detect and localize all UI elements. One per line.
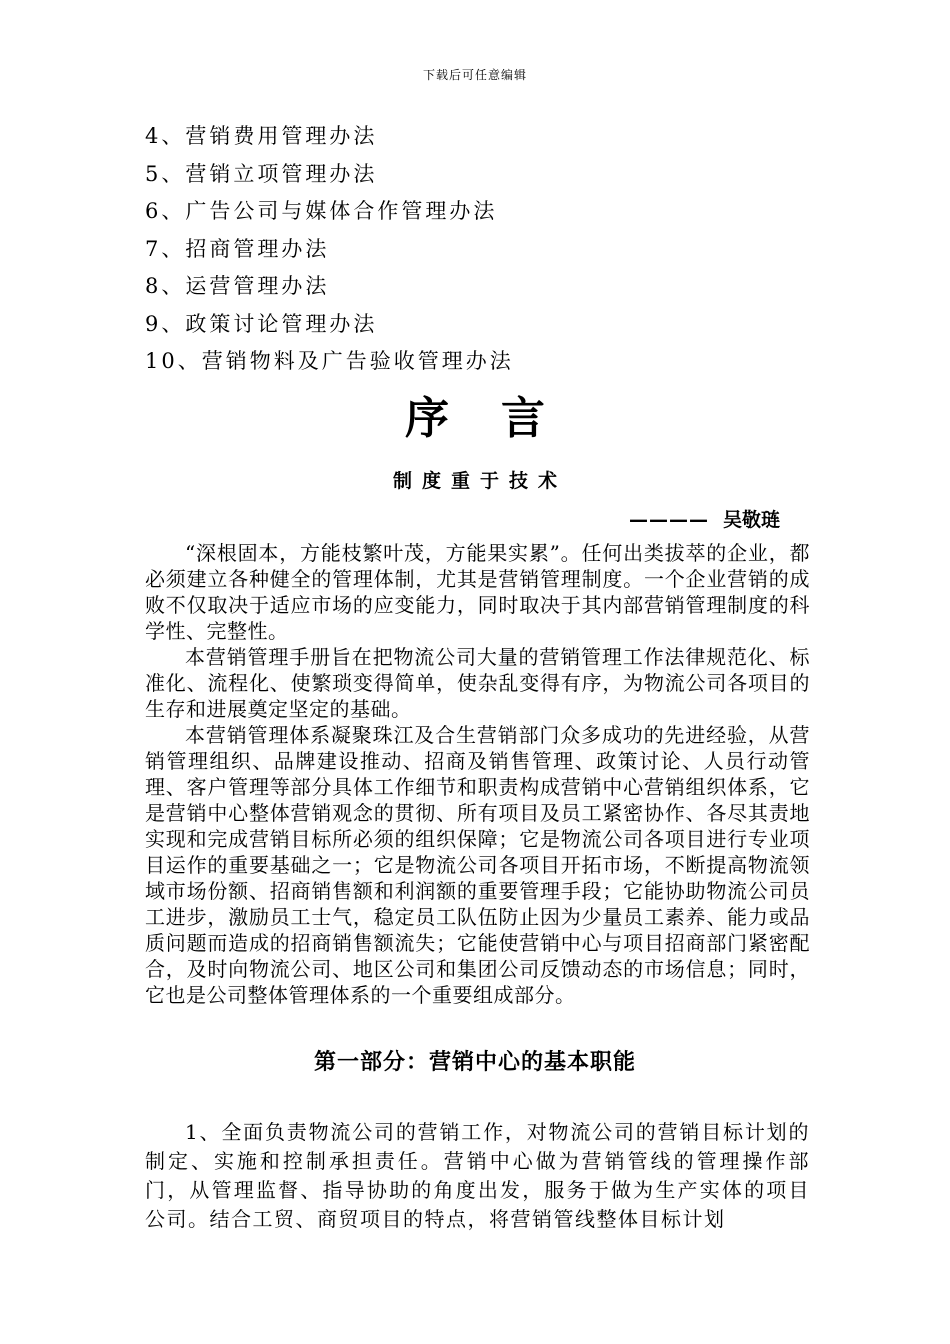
- preface-paragraph: 本营销管理体系凝聚珠江及合生营销部门众多成功的先进经验，从营销管理组织、品牌建设推动、招商及销售管理、政策讨论、人员行动管理、客户管理等部分具体工作细节和职责构成营销中心营销组织体系，它是营销中心整体营销观念的贯彻、所有项目及员工紧密协作、各尽其责地实现和完成营销目标所必须的组织保障；它是物流公司各项目进行专业项目运作的重要基础之一；它是物流公司各项目开拓市场，不断提高物流领域市场份额、招商销售额和利润额的重要管理手段；它能协助物流公司员工进步，激励员工士气，稳定员工队伍防止因为少量员工素养、能力或品质问题而造成的招商销售额流失；它能使营销中心与项目招商部门紧密配合，及时向物流公司、地区公司和集团公司反馈动态的市场信息；同时，它也是公司整体管理体系的一个重要组成部分。: [145, 723, 810, 1007]
- table-of-contents: [145, 118, 514, 381]
- toc-item: 4、营销费用管理办法: [145, 124, 378, 148]
- preface-paragraph: “深根固本，方能枝繁叶茂，方能果实累”。任何出类拔萃的企业，都必须建立各种健全的管理体制，尤其是营销管理制度。一个企业营销的成败不仅取决于适应市场的应变能力，同时取决于其内部营销管理制度的科学性、完整性。: [145, 541, 810, 643]
- preface-author: [629, 505, 780, 532]
- page-header-note: 下载后可任意编辑: [422, 68, 527, 82]
- preface-subtitle: 制度重于技术: [392, 470, 567, 492]
- section-body: [145, 1118, 810, 1234]
- toc-item: 6、广告公司与媒体合作管理办法: [145, 199, 498, 223]
- preface-title: 序言: [405, 393, 597, 444]
- preface-paragraph: 本营销管理手册旨在把物流公司大量的营销管理工作法律规范化、标准化、流程化、使繁琐变得简单，使杂乱变得有序，为物流公司各项目的生存和进展奠定坚定的基础。: [145, 645, 810, 721]
- author-dashes: ————: [628, 509, 709, 531]
- toc-item: 7、招商管理办法: [145, 236, 330, 261]
- preface-body: [145, 540, 810, 1008]
- author-name: 吴敬琏: [722, 509, 780, 531]
- toc-item: 5、营销立项管理办法: [145, 161, 378, 186]
- toc-item: 9、政策讨论管理办法: [145, 311, 378, 336]
- section-paragraph: 1、全面负责物流公司的营销工作，对物流公司的营销目标计划的制定、实施和控制承担责任。营销中心做为营销管线的管理操作部门，从管理监督、指导协助的角度出发，服务于做为生产实体的项目公司。结合工贸、商贸项目的特点，将营销管线整体目标计划: [145, 1120, 810, 1231]
- toc-item: 8、运营管理办法: [145, 274, 330, 298]
- section-heading: 第一部分：营销中心的基本职能: [313, 1050, 636, 1075]
- toc-item: 10、营销物料及广告验收管理办法: [145, 349, 514, 373]
